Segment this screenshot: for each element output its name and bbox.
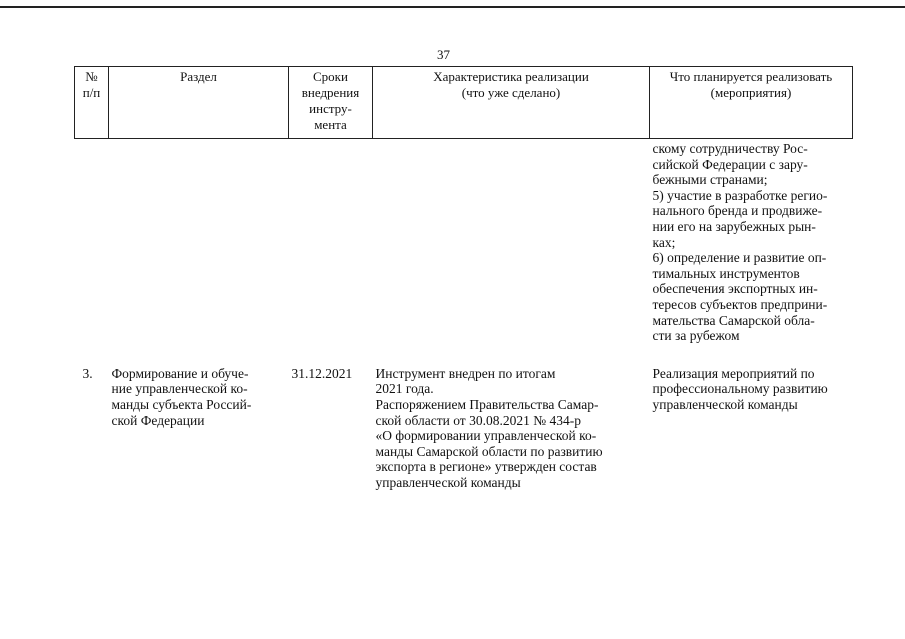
row3-deadline: 31.12.2021 [291,365,353,381]
table-row-3 [75,364,853,493]
table-header-row [75,67,853,139]
row3-planned: Реализация мероприятий по профессиональному развитию управленческой команды [652,365,828,412]
header-done: Характеристика реализации (что уже сделано) [373,67,650,139]
row3-done-decree: Распоряжением Правительства Самар- ской области от 30.08.2021 № 434-р «О формировании управленческой ко- манды Самарской области по развитию экспорта в регионе» утвержден состав управленческой команды [375,396,603,490]
page-number: 37 [437,47,450,62]
header-deadline: Сроки внедрения инстру- мента [289,67,373,139]
table-row-continuation [75,139,853,346]
top-border-line [0,6,905,8]
row3-section: Формирование и обуче- ние управленческой ко- манды субъекта Россий- ской Федерации [111,365,252,428]
row3-done-intro: Инструмент внедрен по итогам 2021 года. [375,365,556,397]
header-section: Раздел [109,67,289,139]
measures-table [74,66,853,492]
header-num: № п/п [75,67,109,139]
header-planned: Что планируется реализовать (мероприятия) [650,67,853,139]
row3-num: 3. [82,365,93,381]
continuation-planned: скому сотрудничеству Рос- сийской Федерации с зару- бежными странами; 5) участие в разработке регио- нального бренда и продвиже- нии его на зарубежных рын- ках; 6) определение и развитие оп- тимальных инструментов обеспечения экспортных ин- тересов субъектов предприни- мательства Самарской обла- сти за рубежом [652,141,828,344]
